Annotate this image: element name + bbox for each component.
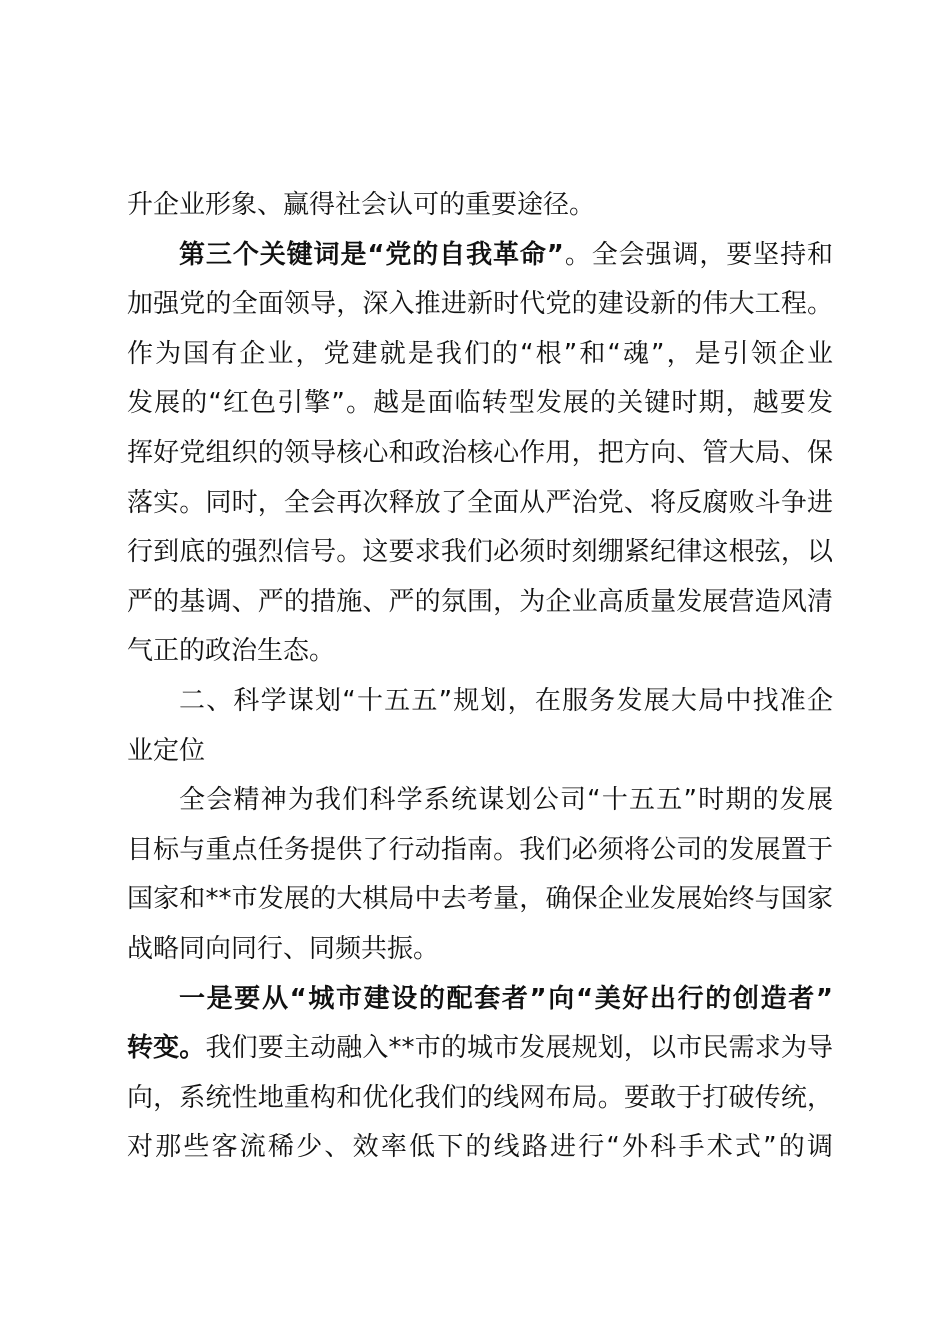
text-segment: 。全会强调，要坚持和: [563, 239, 833, 270]
text-segment: 挥好党组织的领导核心和政治核心作用，把方向、管大局、保: [127, 437, 833, 468]
text-line: [127, 479, 833, 529]
text-line: [127, 627, 833, 677]
text-segment: 发展的“红色引擎”。越是面临转型发展的关键时期，越要发: [127, 388, 833, 419]
text-segment: 我们要主动融入**市的城市发展规划，以市民需求为导: [205, 1033, 833, 1064]
text-segment: 行到底的强烈信号。这要求我们必须时刻绷紧纪律这根弦，以: [127, 537, 833, 568]
bold-subheading-line: [127, 975, 833, 1025]
text-line: [127, 330, 833, 380]
text-segment: 严的基调、严的措施、严的氛围，为企业高质量发展营造风清: [127, 586, 833, 617]
text-line: [127, 875, 833, 925]
text-segment: 目标与重点任务提供了行动指南。我们必须将公司的发展置于: [127, 834, 833, 865]
document-page: [127, 181, 833, 1173]
text-segment: 加强党的全面领导，深入推进新时代党的建设新的伟大工程。: [127, 289, 833, 320]
text-segment: 向，系统性地重构和优化我们的线网布局。要敢于打破传统，: [127, 1082, 833, 1113]
keyword-heading-line: [127, 231, 833, 281]
text-line: [127, 181, 833, 231]
text-segment: 升企业形象、赢得社会认可的重要途径。: [127, 190, 596, 220]
bold-subheading-text: 转变。: [127, 1033, 206, 1064]
text-line: [127, 776, 833, 826]
text-segment: 全会精神为我们科学系统谋划公司“十五五”时期的发展: [179, 785, 833, 816]
text-line: [127, 1024, 833, 1074]
section-heading-line: [127, 727, 833, 777]
text-line: [127, 1123, 833, 1173]
text-segment: 对那些客流稀少、效率低下的线路进行“外科手术式”的调: [127, 1132, 833, 1163]
text-line: [127, 429, 833, 479]
text-segment: 气正的政治生态。: [127, 636, 336, 667]
text-line: [127, 528, 833, 578]
section-heading-text: 业定位: [127, 735, 206, 766]
text-line: [127, 826, 833, 876]
text-segment: 作为国有企业，党建就是我们的“根”和“魂”，是引领企业: [127, 338, 833, 369]
text-line: [127, 280, 833, 330]
text-segment: 战略同向同行、同频共振。: [127, 933, 440, 964]
text-line: [127, 578, 833, 628]
text-segment: 落实。同时，全会再次释放了全面从严治党、将反腐败斗争进: [127, 487, 833, 518]
bold-subheading-text: 一是要从“城市建设的配套者”向“美好出行的创造者”: [179, 983, 833, 1014]
section-heading-text: 二、科学谋划“十五五”规划，在服务发展大局中找准企: [179, 685, 833, 716]
text-line: [127, 925, 833, 975]
text-line: [127, 379, 833, 429]
text-line: [127, 1074, 833, 1124]
bold-keyword-segment: 第三个关键词是“党的自我革命”: [179, 239, 564, 270]
section-heading-line: [127, 677, 833, 727]
text-segment: 国家和**市发展的大棋局中去考量，确保企业发展始终与国家: [127, 884, 833, 915]
